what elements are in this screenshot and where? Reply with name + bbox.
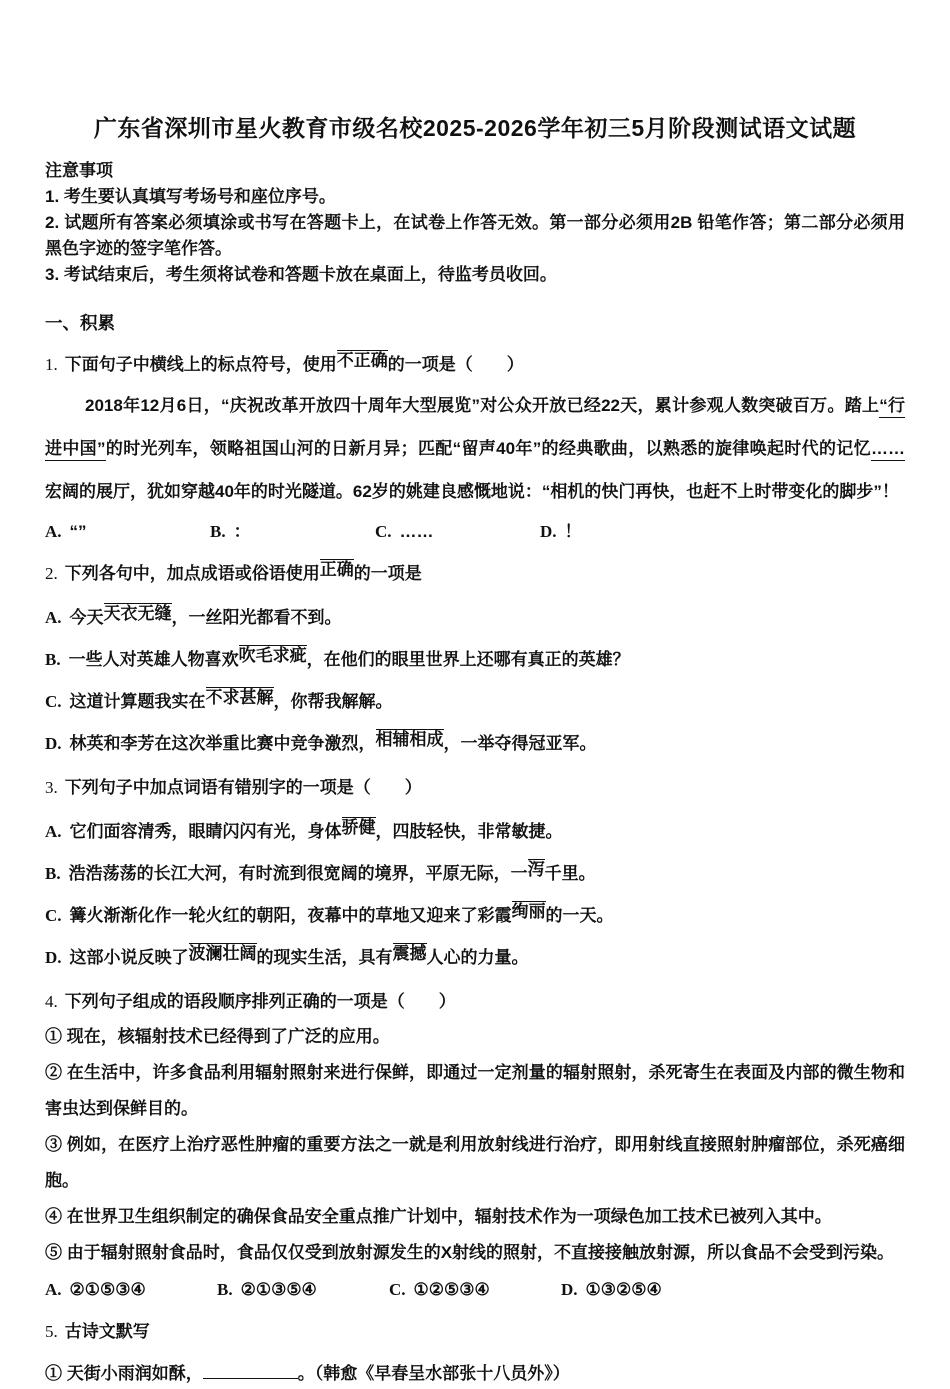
text-segment: 的现实生活，具有 (256, 948, 393, 967)
question-1 (45, 351, 905, 545)
option-text (68, 860, 596, 883)
section-heading: 一、积累 (45, 313, 115, 333)
option-label: B. (210, 522, 226, 541)
notice-item-2: 2. 试题所有答案必须填涂或书写在答题卡上，在试卷上作答无效。第一部分必须用2B 铅笔作答；第二部分必须用黑色字迹的签字笔作答。 (45, 213, 905, 258)
option-c (389, 1277, 561, 1303)
text-segment: “” (69, 522, 87, 541)
option-row-d (45, 732, 905, 755)
exam-title: 广东省深圳市星火教育市级名校2025-2026学年初三5月阶段测试语文试题 (93, 115, 857, 141)
option-text (69, 604, 342, 627)
option-row-d (45, 946, 905, 969)
option-row-c (45, 904, 905, 927)
text-segment: ②①⑤③④ (69, 1280, 146, 1299)
emphasized-term: 相辅相成 (375, 730, 444, 749)
option-row-b (45, 862, 905, 885)
notice-section (45, 158, 905, 288)
question-number: 4. (45, 992, 58, 1011)
option-label: B. (45, 864, 61, 883)
emphasized-term: 天衣无缝 (103, 604, 172, 623)
text-segment: 。（韩愈《早春呈水部张十八员外》） (297, 1364, 570, 1383)
text-segment: ，一丝阳光都看不到。 (171, 608, 342, 627)
dictation-line-1 (45, 1359, 905, 1389)
emphasized-term: 震撼 (392, 944, 427, 963)
emphasized-term: 不求甚解 (205, 688, 274, 707)
text-segment: 浩浩荡荡的长江大河，有时流到很宽阔的境界，平原无际，一 (68, 864, 528, 883)
text-segment: 的一项是（ ） (387, 355, 524, 374)
text-segment: ①②⑤③④ (413, 1280, 490, 1299)
sentence-4: ④ 在世界卫生组织制定的确保食品安全重点推广计划中，辐射技术作为一项绿色加工技术已被列入其中。 (45, 1207, 832, 1226)
text-segment: 这部小说反映了 (69, 948, 189, 967)
text-segment: 今天 (69, 608, 104, 627)
option-label: B. (45, 650, 61, 669)
text-segment: 篝火渐渐化作一轮火红的朝阳，夜幕中的草地又迎来了彩霞 (69, 906, 512, 925)
underlined-text: “行进中国” (45, 396, 905, 461)
option-label: D. (45, 734, 62, 753)
option-text (234, 522, 251, 541)
option-text (69, 902, 614, 925)
option-text (70, 1280, 146, 1299)
text-segment: 千里。 (544, 864, 596, 883)
text-segment: 古诗文默写 (64, 1322, 150, 1341)
question-2-stem (45, 560, 905, 587)
text-segment: 的时光列车，领略祖国山河的日新月异；匹配“留声40年”的经典歌曲，以熟悉的旋律唤起时代的记忆 (105, 439, 871, 458)
question-stem-text (64, 351, 524, 374)
sentence-5: ⑤ 由于辐射照射食品时，食品仅仅受到放射源发生的X射线的照射，不直接接触放射源，所以食品不会受到污染。 (45, 1243, 895, 1262)
emphasized-term: 吹毛求疵 (238, 646, 307, 665)
text-segment: 林英和李芳在这次举重比赛中竞争激烈， (69, 734, 376, 753)
option-row-c (45, 690, 905, 713)
text-segment: 这道计算题我实在 (69, 692, 206, 711)
option-text (69, 688, 393, 711)
question-1-stem (45, 351, 905, 378)
text-segment: ① 天街小雨润如酥， (45, 1364, 203, 1383)
option-label: D. (561, 1280, 578, 1299)
text-segment: ，四肢轻快，非常敏捷。 (375, 822, 563, 841)
option-label: B. (217, 1280, 233, 1299)
question-stem-text (65, 1322, 150, 1341)
notice-item-1: 1. 考生要认真填写考场号和座位序号。 (45, 187, 336, 206)
text-segment: ，你帮我解解。 (273, 692, 393, 711)
sentence-3: ③ 例如，在医疗上治疗恶性肿瘤的重要方法之一就是利用放射线进行治疗，即用射线直接照射肿瘤部位，杀死癌细胞。 (45, 1135, 905, 1190)
option-text (69, 944, 529, 967)
text-segment: ，在他们的眼里世界上还哪有真正的英雄？ (306, 650, 630, 669)
question-number: 3. (45, 778, 58, 797)
option-label: C. (45, 692, 62, 711)
question-4-options (45, 1277, 905, 1303)
emphasized-term: 泻 (527, 860, 545, 879)
option-label: C. (389, 1280, 406, 1299)
text-segment: …… (399, 522, 434, 541)
text-segment: 的一项是 (353, 564, 422, 583)
text-segment: 它们面容清秀，眼睛闪闪有光，身体 (69, 822, 342, 841)
option-text (565, 522, 582, 541)
option-label: D. (45, 948, 62, 967)
option-row-a (45, 820, 905, 843)
question-5 (45, 1318, 905, 1389)
option-a (45, 519, 210, 545)
question-5-stem (45, 1318, 905, 1345)
option-label: C. (45, 906, 62, 925)
text-segment: ②①③⑤④ (240, 1280, 317, 1299)
answer-blank (203, 1363, 298, 1379)
question-3-stem (45, 774, 905, 801)
option-d (561, 1277, 662, 1303)
emphasized-term: 正确 (319, 560, 354, 579)
sentence-2: ② 在生活中，许多食品利用辐射照射来进行保鲜，即通过一定剂量的辐射照射，杀死寄生在表面及内部的微生物和害虫达到保鲜目的。 (45, 1063, 905, 1118)
option-b (210, 519, 375, 545)
text-segment: 人心的力量。 (426, 948, 529, 967)
option-label: A. (45, 822, 62, 841)
text-segment: 下列各句中，加点成语或俗语使用 (64, 564, 320, 583)
notice-item-3: 3. 考试结束后，考生须将试卷和答题卡放在桌面上，待监考员收回。 (45, 265, 557, 284)
notice-heading: 注意事项 (45, 161, 113, 180)
text-segment: 下面句子中横线上的标点符号，使用 (64, 355, 337, 374)
question-1-passage (45, 384, 905, 513)
text-segment: 宏阔的展厅，犹如穿越40年的时光隧道。62岁的姚建良感慨地说：“相机的快门再快，也赶不上时带变化的脚步”！ (45, 482, 899, 501)
question-number: 5. (45, 1322, 58, 1341)
text-segment: ！ (564, 522, 582, 541)
option-text (69, 818, 563, 841)
question-2 (45, 560, 905, 755)
question-4-sentences (45, 1019, 905, 1271)
question-4 (45, 988, 905, 1303)
text-segment: ，一举夺得冠亚军。 (443, 734, 597, 753)
underlined-text: …… (871, 439, 905, 461)
emphasized-term: 绚丽 (511, 902, 546, 921)
question-3 (45, 774, 905, 969)
text-segment: 一些人对英雄人物喜欢 (68, 650, 239, 669)
option-c (375, 519, 540, 545)
emphasized-term: 波澜壮阔 (188, 944, 257, 963)
option-text (414, 1280, 490, 1299)
option-text (68, 646, 630, 669)
option-text (69, 730, 597, 753)
sentence-1: ① 现在，核辐射技术已经得到了广泛的应用。 (45, 1027, 390, 1046)
option-text (70, 522, 87, 541)
question-stem-text (64, 560, 422, 583)
option-row-a (45, 606, 905, 629)
option-text (241, 1280, 317, 1299)
option-label: A. (45, 1280, 62, 1299)
option-text (400, 522, 434, 541)
option-b (217, 1277, 389, 1303)
emphasized-term: 骄健 (341, 818, 376, 837)
option-label: A. (45, 608, 62, 627)
question-number: 1. (45, 355, 58, 374)
text-segment: ： (233, 522, 251, 541)
text-segment: ①③②⑤④ (585, 1280, 662, 1299)
text-segment: 下列句子中加点词语有错别字的一项是（ ） (64, 778, 422, 797)
question-stem-text (65, 778, 422, 797)
question-1-options (45, 519, 905, 545)
option-a (45, 1277, 217, 1303)
option-text (586, 1280, 662, 1299)
option-row-b (45, 648, 905, 671)
text-segment: 2018年12月6日，“庆祝改革开放四十周年大型展览”对公众开放已经22天，累计参观人数突破百万。踏上 (85, 396, 880, 415)
question-number: 2. (45, 564, 58, 583)
option-d (540, 519, 582, 545)
option-label: D. (540, 522, 557, 541)
option-label: C. (375, 522, 392, 541)
text-segment: 的一天。 (545, 906, 614, 925)
text-segment: 下列句子组成的语段顺序排列正确的一项是（ ） (64, 992, 456, 1011)
emphasized-term: 不正确 (336, 351, 388, 370)
option-label: A. (45, 522, 62, 541)
question-stem-text (65, 992, 456, 1011)
question-4-stem (45, 988, 905, 1015)
